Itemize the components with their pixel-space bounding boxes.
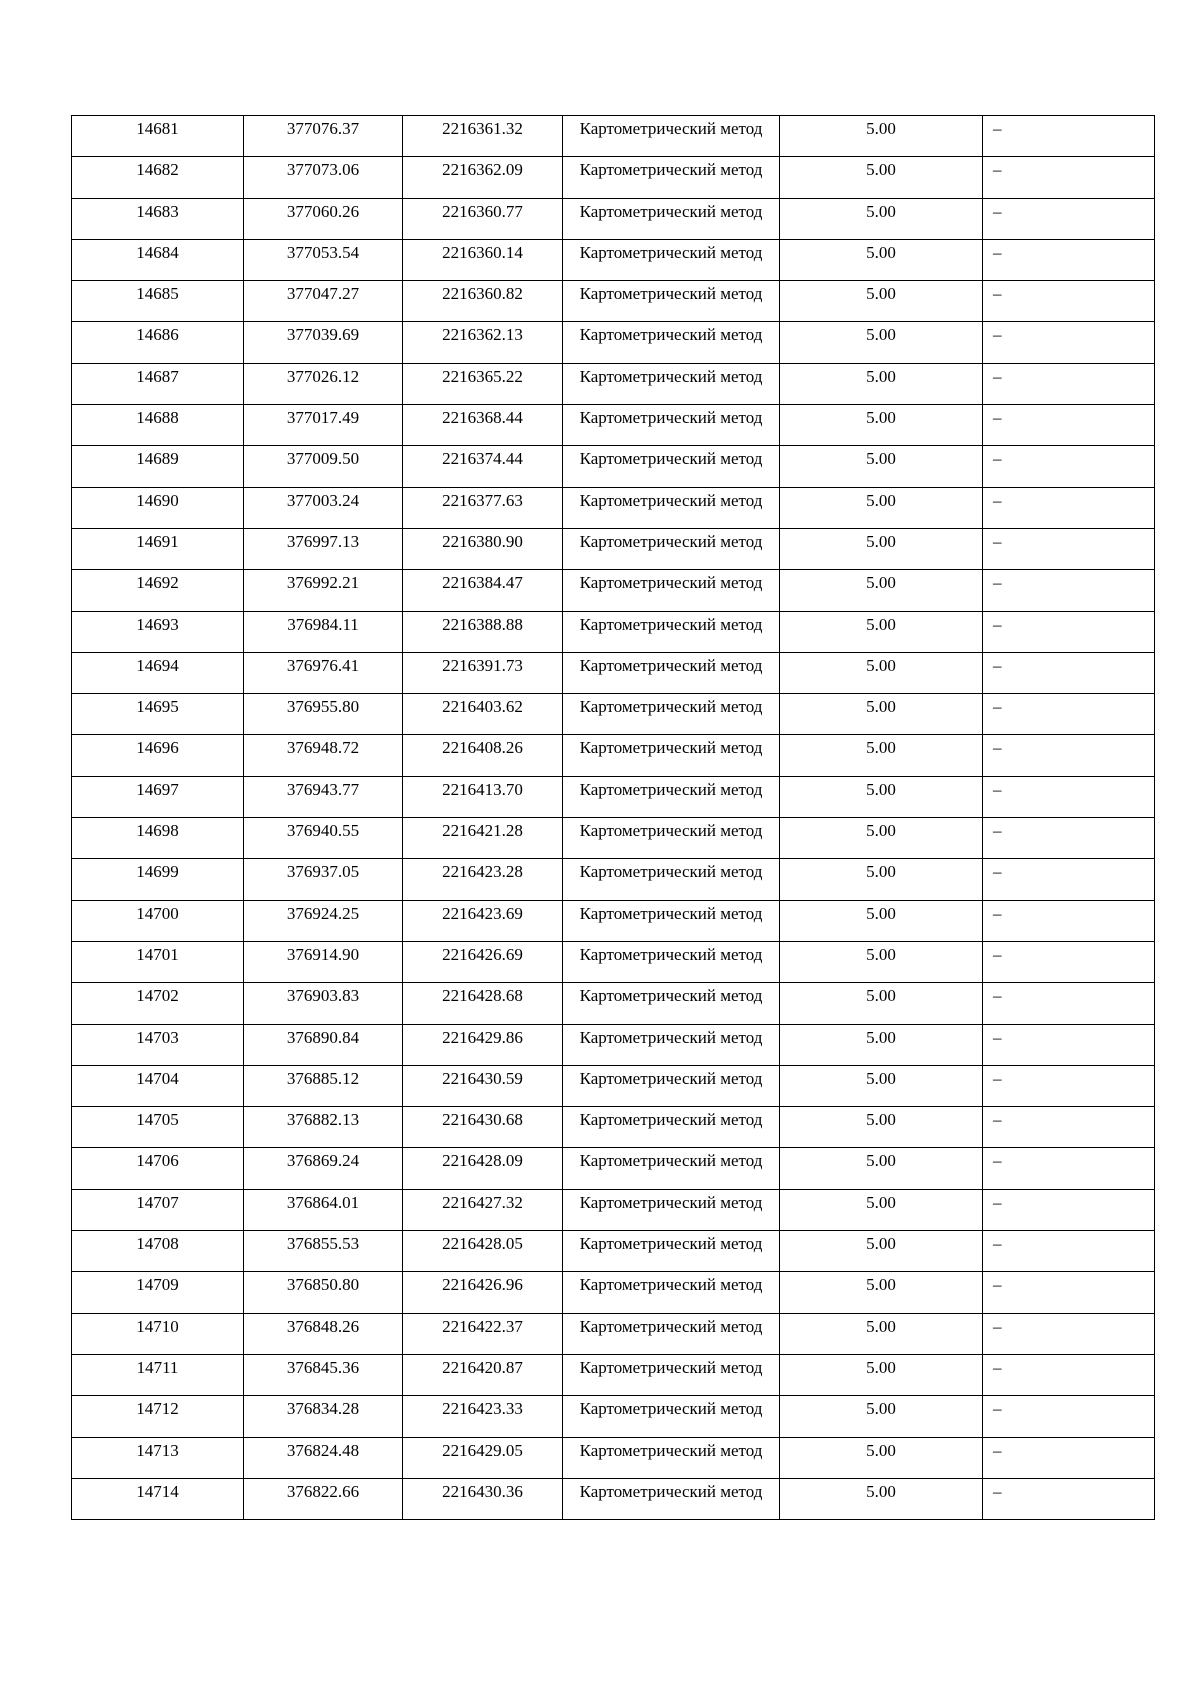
point-number-cell: 14690	[72, 487, 244, 528]
note-cell: –	[983, 1231, 1155, 1272]
note-cell: –	[983, 859, 1155, 900]
accuracy-cell: 5.00	[780, 1107, 983, 1148]
note-cell: –	[983, 776, 1155, 817]
method-cell: Картометрический метод	[563, 116, 780, 157]
x-coordinate-cell: 377003.24	[244, 487, 403, 528]
method-cell: Картометрический метод	[563, 1107, 780, 1148]
note-cell: –	[983, 652, 1155, 693]
table-row	[72, 570, 1155, 611]
note-cell: –	[983, 487, 1155, 528]
method-cell: Картометрический метод	[563, 1231, 780, 1272]
point-number-cell: 14703	[72, 1024, 244, 1065]
accuracy-cell: 5.00	[780, 446, 983, 487]
accuracy-cell: 5.00	[780, 1437, 983, 1478]
note-cell: –	[983, 1478, 1155, 1519]
point-number-cell: 14688	[72, 405, 244, 446]
method-cell: Картометрический метод	[563, 900, 780, 941]
point-number-cell: 14711	[72, 1354, 244, 1395]
method-cell: Картометрический метод	[563, 281, 780, 322]
accuracy-cell: 5.00	[780, 983, 983, 1024]
note-cell: –	[983, 239, 1155, 280]
y-coordinate-cell: 2216388.88	[403, 611, 563, 652]
point-number-cell: 14709	[72, 1272, 244, 1313]
method-cell: Картометрический метод	[563, 528, 780, 569]
point-number-cell: 14685	[72, 281, 244, 322]
table-row	[72, 1313, 1155, 1354]
note-cell: –	[983, 446, 1155, 487]
table-row	[72, 157, 1155, 198]
y-coordinate-cell: 2216430.36	[403, 1478, 563, 1519]
note-cell: –	[983, 735, 1155, 776]
x-coordinate-cell: 376845.36	[244, 1354, 403, 1395]
method-cell: Картометрический метод	[563, 1148, 780, 1189]
y-coordinate-cell: 2216380.90	[403, 528, 563, 569]
x-coordinate-cell: 376834.28	[244, 1396, 403, 1437]
note-cell: –	[983, 363, 1155, 404]
x-coordinate-cell: 376940.55	[244, 818, 403, 859]
table-row	[72, 652, 1155, 693]
point-number-cell: 14698	[72, 818, 244, 859]
table-row	[72, 1107, 1155, 1148]
table-row	[72, 1065, 1155, 1106]
note-cell: –	[983, 1065, 1155, 1106]
point-number-cell: 14692	[72, 570, 244, 611]
y-coordinate-cell: 2216377.63	[403, 487, 563, 528]
method-cell: Картометрический метод	[563, 1024, 780, 1065]
point-number-cell: 14707	[72, 1189, 244, 1230]
note-cell: –	[983, 900, 1155, 941]
y-coordinate-cell: 2216362.09	[403, 157, 563, 198]
x-coordinate-cell: 376824.48	[244, 1437, 403, 1478]
method-cell: Картометрический метод	[563, 1065, 780, 1106]
point-number-cell: 14683	[72, 198, 244, 239]
coordinates-table-body	[72, 116, 1155, 1520]
point-number-cell: 14695	[72, 694, 244, 735]
point-number-cell: 14705	[72, 1107, 244, 1148]
x-coordinate-cell: 376997.13	[244, 528, 403, 569]
table-row	[72, 941, 1155, 982]
table-row	[72, 983, 1155, 1024]
y-coordinate-cell: 2216423.28	[403, 859, 563, 900]
point-number-cell: 14689	[72, 446, 244, 487]
point-number-cell: 14710	[72, 1313, 244, 1354]
y-coordinate-cell: 2216430.59	[403, 1065, 563, 1106]
table-row	[72, 776, 1155, 817]
y-coordinate-cell: 2216428.05	[403, 1231, 563, 1272]
accuracy-cell: 5.00	[780, 1313, 983, 1354]
method-cell: Картометрический метод	[563, 941, 780, 982]
note-cell: –	[983, 1189, 1155, 1230]
point-number-cell: 14691	[72, 528, 244, 569]
note-cell: –	[983, 528, 1155, 569]
method-cell: Картометрический метод	[563, 1354, 780, 1395]
note-cell: –	[983, 611, 1155, 652]
x-coordinate-cell: 377076.37	[244, 116, 403, 157]
note-cell: –	[983, 1437, 1155, 1478]
note-cell: –	[983, 941, 1155, 982]
y-coordinate-cell: 2216360.14	[403, 239, 563, 280]
point-number-cell: 14687	[72, 363, 244, 404]
table-row	[72, 281, 1155, 322]
method-cell: Картометрический метод	[563, 1478, 780, 1519]
point-number-cell: 14699	[72, 859, 244, 900]
y-coordinate-cell: 2216391.73	[403, 652, 563, 693]
method-cell: Картометрический метод	[563, 776, 780, 817]
table-row	[72, 694, 1155, 735]
accuracy-cell: 5.00	[780, 570, 983, 611]
note-cell: –	[983, 116, 1155, 157]
x-coordinate-cell: 376869.24	[244, 1148, 403, 1189]
x-coordinate-cell: 376976.41	[244, 652, 403, 693]
x-coordinate-cell: 376850.80	[244, 1272, 403, 1313]
method-cell: Картометрический метод	[563, 983, 780, 1024]
accuracy-cell: 5.00	[780, 487, 983, 528]
method-cell: Картометрический метод	[563, 198, 780, 239]
table-row	[72, 116, 1155, 157]
point-number-cell: 14712	[72, 1396, 244, 1437]
accuracy-cell: 5.00	[780, 900, 983, 941]
method-cell: Картометрический метод	[563, 735, 780, 776]
accuracy-cell: 5.00	[780, 198, 983, 239]
y-coordinate-cell: 2216426.96	[403, 1272, 563, 1313]
note-cell: –	[983, 818, 1155, 859]
point-number-cell: 14681	[72, 116, 244, 157]
table-row	[72, 1189, 1155, 1230]
y-coordinate-cell: 2216420.87	[403, 1354, 563, 1395]
accuracy-cell: 5.00	[780, 405, 983, 446]
method-cell: Картометрический метод	[563, 611, 780, 652]
method-cell: Картометрический метод	[563, 570, 780, 611]
accuracy-cell: 5.00	[780, 281, 983, 322]
accuracy-cell: 5.00	[780, 1272, 983, 1313]
method-cell: Картометрический метод	[563, 487, 780, 528]
x-coordinate-cell: 376848.26	[244, 1313, 403, 1354]
table-row	[72, 1396, 1155, 1437]
accuracy-cell: 5.00	[780, 694, 983, 735]
note-cell: –	[983, 405, 1155, 446]
point-number-cell: 14714	[72, 1478, 244, 1519]
note-cell: –	[983, 281, 1155, 322]
note-cell: –	[983, 1024, 1155, 1065]
table-row	[72, 239, 1155, 280]
table-row	[72, 611, 1155, 652]
accuracy-cell: 5.00	[780, 322, 983, 363]
accuracy-cell: 5.00	[780, 1231, 983, 1272]
accuracy-cell: 5.00	[780, 1354, 983, 1395]
accuracy-cell: 5.00	[780, 818, 983, 859]
y-coordinate-cell: 2216428.09	[403, 1148, 563, 1189]
method-cell: Картометрический метод	[563, 446, 780, 487]
table-row	[72, 735, 1155, 776]
accuracy-cell: 5.00	[780, 239, 983, 280]
coordinates-table	[71, 115, 1155, 1520]
point-number-cell: 14706	[72, 1148, 244, 1189]
y-coordinate-cell: 2216365.22	[403, 363, 563, 404]
method-cell: Картометрический метод	[563, 652, 780, 693]
table-row	[72, 446, 1155, 487]
method-cell: Картометрический метод	[563, 818, 780, 859]
note-cell: –	[983, 1272, 1155, 1313]
y-coordinate-cell: 2216360.77	[403, 198, 563, 239]
x-coordinate-cell: 377073.06	[244, 157, 403, 198]
method-cell: Картометрический метод	[563, 1189, 780, 1230]
y-coordinate-cell: 2216422.37	[403, 1313, 563, 1354]
x-coordinate-cell: 377060.26	[244, 198, 403, 239]
method-cell: Картометрический метод	[563, 239, 780, 280]
note-cell: –	[983, 570, 1155, 611]
point-number-cell: 14693	[72, 611, 244, 652]
x-coordinate-cell: 376924.25	[244, 900, 403, 941]
accuracy-cell: 5.00	[780, 611, 983, 652]
accuracy-cell: 5.00	[780, 941, 983, 982]
accuracy-cell: 5.00	[780, 859, 983, 900]
table-row	[72, 818, 1155, 859]
table-row	[72, 859, 1155, 900]
accuracy-cell: 5.00	[780, 1065, 983, 1106]
note-cell: –	[983, 157, 1155, 198]
table-row	[72, 198, 1155, 239]
x-coordinate-cell: 376955.80	[244, 694, 403, 735]
accuracy-cell: 5.00	[780, 776, 983, 817]
note-cell: –	[983, 1313, 1155, 1354]
table-row	[72, 1437, 1155, 1478]
accuracy-cell: 5.00	[780, 363, 983, 404]
x-coordinate-cell: 377017.49	[244, 405, 403, 446]
y-coordinate-cell: 2216429.86	[403, 1024, 563, 1065]
y-coordinate-cell: 2216361.32	[403, 116, 563, 157]
table-row	[72, 1354, 1155, 1395]
point-number-cell: 14713	[72, 1437, 244, 1478]
y-coordinate-cell: 2216374.44	[403, 446, 563, 487]
accuracy-cell: 5.00	[780, 528, 983, 569]
x-coordinate-cell: 376885.12	[244, 1065, 403, 1106]
table-row	[72, 1478, 1155, 1519]
y-coordinate-cell: 2216413.70	[403, 776, 563, 817]
y-coordinate-cell: 2216360.82	[403, 281, 563, 322]
y-coordinate-cell: 2216403.62	[403, 694, 563, 735]
x-coordinate-cell: 377039.69	[244, 322, 403, 363]
table-row	[72, 528, 1155, 569]
y-coordinate-cell: 2216421.28	[403, 818, 563, 859]
y-coordinate-cell: 2216362.13	[403, 322, 563, 363]
method-cell: Картометрический метод	[563, 405, 780, 446]
x-coordinate-cell: 376855.53	[244, 1231, 403, 1272]
note-cell: –	[983, 694, 1155, 735]
x-coordinate-cell: 376903.83	[244, 983, 403, 1024]
y-coordinate-cell: 2216384.47	[403, 570, 563, 611]
accuracy-cell: 5.00	[780, 1189, 983, 1230]
x-coordinate-cell: 376882.13	[244, 1107, 403, 1148]
method-cell: Картометрический метод	[563, 1272, 780, 1313]
x-coordinate-cell: 376914.90	[244, 941, 403, 982]
method-cell: Картометрический метод	[563, 322, 780, 363]
table-row	[72, 322, 1155, 363]
point-number-cell: 14701	[72, 941, 244, 982]
note-cell: –	[983, 322, 1155, 363]
point-number-cell: 14700	[72, 900, 244, 941]
table-row	[72, 900, 1155, 941]
x-coordinate-cell: 377009.50	[244, 446, 403, 487]
accuracy-cell: 5.00	[780, 157, 983, 198]
point-number-cell: 14686	[72, 322, 244, 363]
x-coordinate-cell: 377026.12	[244, 363, 403, 404]
point-number-cell: 14694	[72, 652, 244, 693]
table-row	[72, 1231, 1155, 1272]
method-cell: Картометрический метод	[563, 1313, 780, 1354]
note-cell: –	[983, 1396, 1155, 1437]
method-cell: Картометрический метод	[563, 859, 780, 900]
method-cell: Картометрический метод	[563, 1396, 780, 1437]
table-row	[72, 1148, 1155, 1189]
table-row	[72, 1024, 1155, 1065]
point-number-cell: 14697	[72, 776, 244, 817]
method-cell: Картометрический метод	[563, 1437, 780, 1478]
x-coordinate-cell: 376984.11	[244, 611, 403, 652]
point-number-cell: 14696	[72, 735, 244, 776]
table-row	[72, 1272, 1155, 1313]
accuracy-cell: 5.00	[780, 1396, 983, 1437]
y-coordinate-cell: 2216428.68	[403, 983, 563, 1024]
note-cell: –	[983, 1148, 1155, 1189]
table-row	[72, 363, 1155, 404]
x-coordinate-cell: 377047.27	[244, 281, 403, 322]
y-coordinate-cell: 2216408.26	[403, 735, 563, 776]
y-coordinate-cell: 2216429.05	[403, 1437, 563, 1478]
table-row	[72, 487, 1155, 528]
note-cell: –	[983, 198, 1155, 239]
accuracy-cell: 5.00	[780, 1024, 983, 1065]
x-coordinate-cell: 376992.21	[244, 570, 403, 611]
accuracy-cell: 5.00	[780, 1478, 983, 1519]
x-coordinate-cell: 376822.66	[244, 1478, 403, 1519]
x-coordinate-cell: 376864.01	[244, 1189, 403, 1230]
y-coordinate-cell: 2216430.68	[403, 1107, 563, 1148]
method-cell: Картометрический метод	[563, 694, 780, 735]
accuracy-cell: 5.00	[780, 116, 983, 157]
accuracy-cell: 5.00	[780, 735, 983, 776]
y-coordinate-cell: 2216423.33	[403, 1396, 563, 1437]
x-coordinate-cell: 376948.72	[244, 735, 403, 776]
x-coordinate-cell: 376890.84	[244, 1024, 403, 1065]
y-coordinate-cell: 2216427.32	[403, 1189, 563, 1230]
method-cell: Картометрический метод	[563, 157, 780, 198]
y-coordinate-cell: 2216426.69	[403, 941, 563, 982]
accuracy-cell: 5.00	[780, 1148, 983, 1189]
point-number-cell: 14704	[72, 1065, 244, 1106]
note-cell: –	[983, 983, 1155, 1024]
x-coordinate-cell: 376937.05	[244, 859, 403, 900]
point-number-cell: 14684	[72, 239, 244, 280]
accuracy-cell: 5.00	[780, 652, 983, 693]
method-cell: Картометрический метод	[563, 363, 780, 404]
x-coordinate-cell: 377053.54	[244, 239, 403, 280]
point-number-cell: 14702	[72, 983, 244, 1024]
point-number-cell: 14708	[72, 1231, 244, 1272]
note-cell: –	[983, 1107, 1155, 1148]
y-coordinate-cell: 2216368.44	[403, 405, 563, 446]
point-number-cell: 14682	[72, 157, 244, 198]
table-row	[72, 405, 1155, 446]
note-cell: –	[983, 1354, 1155, 1395]
x-coordinate-cell: 376943.77	[244, 776, 403, 817]
y-coordinate-cell: 2216423.69	[403, 900, 563, 941]
